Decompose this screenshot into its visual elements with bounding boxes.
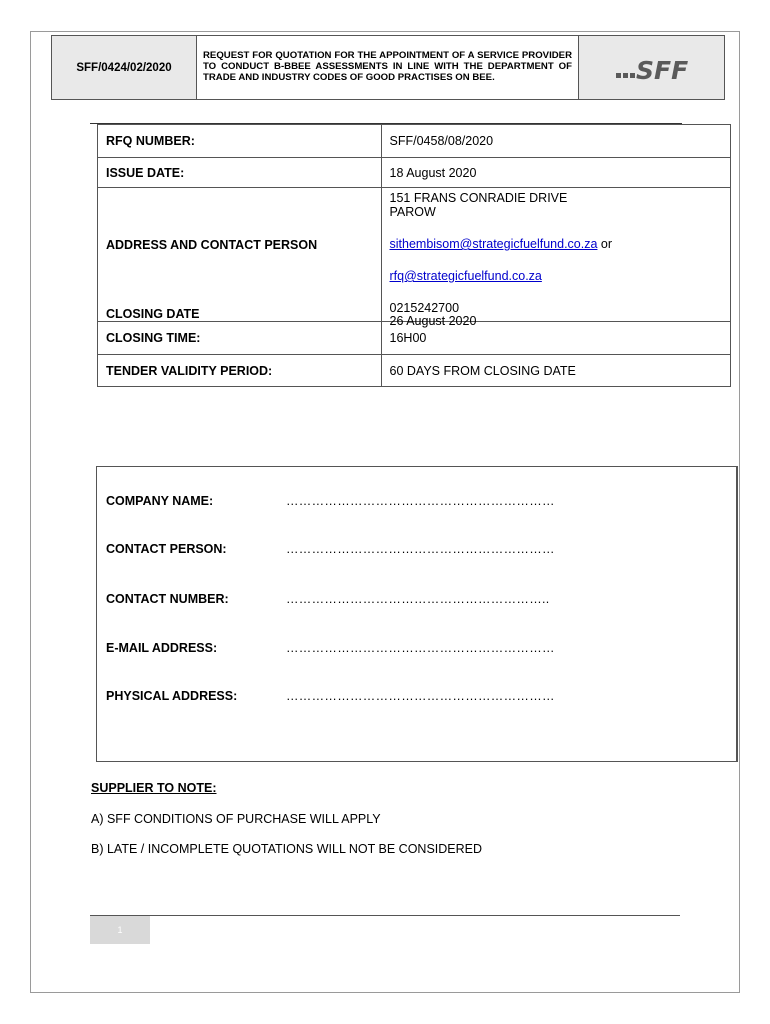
document-header (51, 35, 725, 100)
sff-logo-icon (612, 51, 692, 85)
table-row (98, 188, 731, 322)
rfq-number-value: SFF/0458/08/2020 (381, 125, 730, 158)
validity-label: TENDER VALIDITY PERIOD: (98, 355, 382, 387)
physical-address-field[interactable]: ……………………………………………………… (286, 689, 555, 703)
company-details-box (96, 466, 738, 762)
supplier-note-heading: SUPPLIER TO NOTE: (91, 781, 217, 795)
table-row (98, 355, 731, 387)
address-line-2: PAROW (389, 205, 436, 219)
address-contact-value (381, 188, 730, 328)
sff-logo (580, 36, 724, 99)
email-address-field[interactable]: ……………………………………………………… (286, 641, 555, 655)
address-contact-label (98, 188, 382, 322)
closing-time-label: CLOSING TIME: (98, 322, 382, 355)
email-line-2 (390, 269, 542, 283)
phone-number: 0215242700 (389, 301, 460, 315)
document-title (197, 36, 579, 99)
document-code: SFF/0424/02/2020 (52, 36, 197, 99)
table-row (98, 158, 731, 188)
table-row (98, 125, 731, 158)
closing-time-value: 16H00 (381, 322, 730, 355)
closing-date-label: CLOSING DATE (106, 307, 200, 321)
email-link-2[interactable]: rfq@strategicfuelfund.co.za (389, 269, 542, 283)
svg-text:SFF: SFF (636, 55, 689, 85)
validity-value: 60 DAYS FROM CLOSING DATE (381, 355, 730, 387)
email-or-text: or (597, 237, 613, 251)
note-a: A) SFF CONDITIONS OF PURCHASE WILL APPLY (91, 812, 381, 826)
issue-date-value: 18 August 2020 (381, 158, 730, 188)
page-number: 1 (90, 916, 150, 944)
address-contact-label-text: ADDRESS AND CONTACT PERSON (106, 238, 318, 252)
contact-person-field[interactable]: ……………………………………………………… (286, 542, 555, 556)
rfq-details-table (97, 124, 731, 387)
email-line (390, 237, 613, 251)
address-line-1: 151 FRANS CONRADIE DRIVE (389, 191, 568, 205)
footer-rule (90, 915, 680, 916)
closing-date-value: 26 August 2020 (389, 314, 477, 328)
email-address-label: E-MAIL ADDRESS: (106, 641, 218, 655)
document-title-text: REQUEST FOR QUOTATION FOR THE APPOINTMENT OF A SERVICE PROVIDER TO CONDUCT B-BBEE ASSESSMENTS IN LINE WITH THE DEPARTMENT OF TRADE AND INDUSTRY CODES OF GOOD PRACTISES ON BEE. (203, 50, 572, 83)
box-right-edge (736, 467, 738, 761)
issue-date-label: ISSUE DATE: (98, 158, 382, 188)
contact-person-label: CONTACT PERSON: (106, 542, 227, 556)
contact-number-field[interactable]: …………………………………………………….. (286, 592, 550, 606)
email-link-1[interactable]: sithembisom@strategicfuelfund.co.za (389, 237, 598, 251)
contact-number-label: CONTACT NUMBER: (106, 592, 229, 606)
company-name-label: COMPANY NAME: (106, 494, 214, 508)
physical-address-label: PHYSICAL ADDRESS: (106, 689, 238, 703)
company-name-field[interactable]: ……………………………………………………… (286, 494, 555, 508)
rfq-number-label: RFQ NUMBER: (98, 125, 382, 158)
note-b: B) LATE / INCOMPLETE QUOTATIONS WILL NOT BE CONSIDERED (91, 842, 483, 856)
